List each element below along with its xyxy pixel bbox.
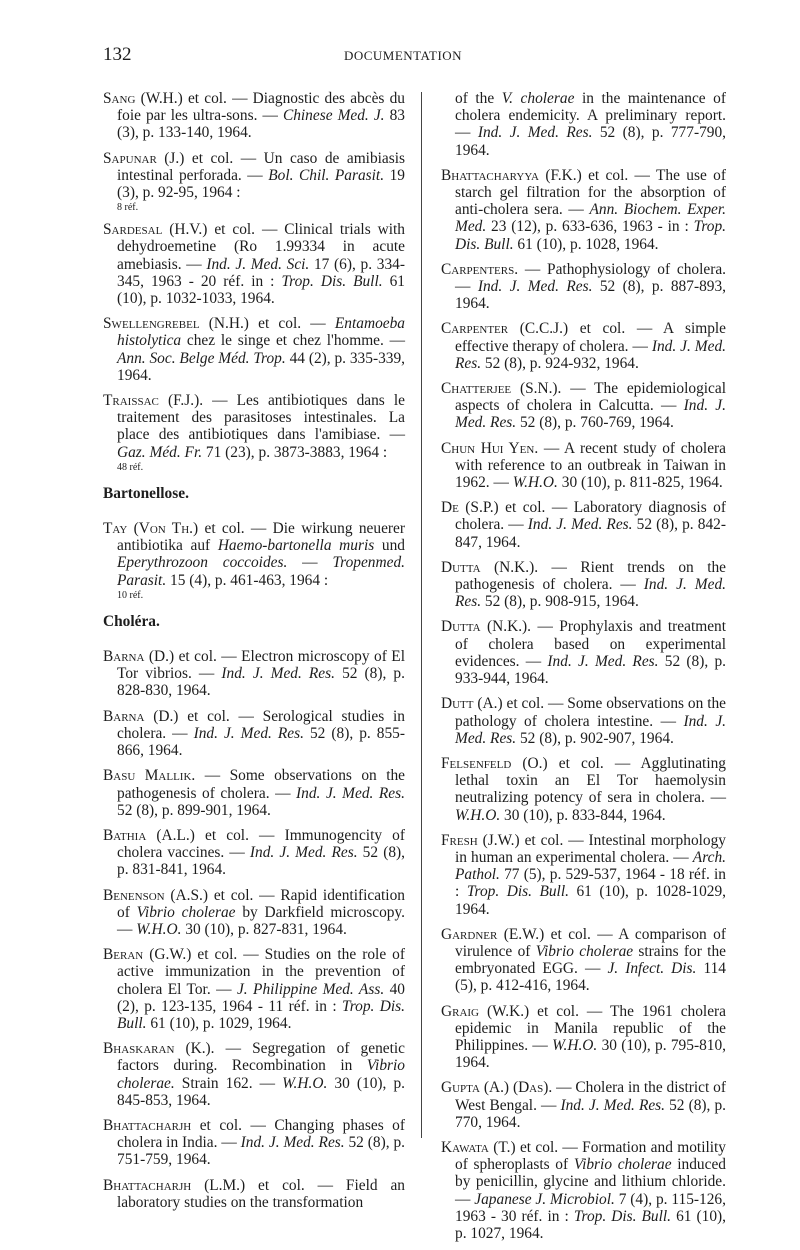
bibliography-entry: Felsenfeld (O.) et col. — Agglutinating lethal toxin an El Tor haemolysin neutralizing potency of sera in cholera. — W.H.O. 30 (10), p. 833-844, 1964. — [441, 754, 727, 824]
bibliography-entry: Sapunar (J.) et col. — Un caso de amibiasis intestinal perforada. — Bol. Chil. Parasit. 19 (3), p. 92-95, 1964 : 8 réf. — [103, 149, 405, 214]
bibliography-entry: Gupta (A.) (Das). — Cholera in the district of West Bengal. — Ind. J. Med. Res. 52 (8), p. 770, 1964. — [441, 1079, 726, 1131]
reference-count: 48 réf. — [117, 461, 144, 473]
bibliography-entry: Dutta (N.K.). — Prophylaxis and treatment of cholera based on experimental evidences. — Ind. J. Med. Res. 52 (8), p. 933-944, 1964. — [441, 618, 726, 688]
bibliography-entry: Kawata (T.) et col. — Formation and motility of spheroplasts of Vibrio cholerae induced by penicillin, glycine and lithium chloride. — Japanese J. Microbiol. 7 (4), p. 115-126, 1963 - 30 réf. in : Trop. Dis. Bull. 61 (10), p. 1027, 1964. — [441, 1138, 727, 1242]
bibliography-entry: Bathia (A.L.) et col. — Immunogencity of cholera vaccines. — Ind. J. Med. Res. 52 (8), p. 831-841, 1964. — [103, 826, 405, 879]
page-number: 132 — [103, 44, 132, 65]
bibliography-entry: Carpenter (C.C.J.) et col. — A simple effective therapy of cholera. — Ind. J. Med. Res. 52 (8), p. 924-932, 1964. — [441, 320, 727, 372]
bibliography-entry: Swellengrebel (N.H.) et col. — Entamoeba histolytica chez le singe et chez l'homme. — Ann. Soc. Belge Méd. Trop. 44 (2), p. 335-339, 1964. — [103, 315, 405, 384]
bibliography-entry: Carpenters. — Pathophysiology of cholera. — Ind. J. Med. Res. 52 (8), p. 887-893, 1964. — [441, 260, 726, 313]
running-head: DOCUMENTATION — [343, 48, 463, 63]
bibliography-entry: Barna (D.) et col. — Serological studies in cholera. — Ind. J. Med. Res. 52 (8), p. 855-866, 1964. — [103, 707, 405, 760]
bibliography-entry: Chatterjee (S.N.). — The epidemiological aspects of cholera in Calcutta. — Ind. J. Med. Res. 52 (8), p. 760-769, 1964. — [441, 380, 726, 432]
section-heading: Choléra. — [103, 612, 160, 630]
bibliography-entry: Tay (Von Th.) et col. — Die wirkung neuerer antibiotika auf Haemo-bartonella muris und Eperythrozoon coccoides. — Tropenmed. Parasit. 15 (4), p. 461-463, 1964 : 10 réf. — [103, 520, 405, 601]
bibliography-entry: Dutta (N.K.). — Rient trends on the pathogenesis of cholera. — Ind. J. Med. Res. 52 (8), p. 908-915, 1964. — [441, 558, 726, 611]
page-header — [103, 44, 703, 74]
bibliography-entry: Bhattacharyya (F.K.) et col. — The use of starch gel filtration for the absorption of anti-cholera sera. — Ann. Biochem. Exper. Med. 23 (12), p. 633-636, 1963 - in : Trop. Dis. Bull. 61 (10), p. 1028, 1964. — [441, 166, 726, 253]
bibliography-entry: Beran (G.W.) et col. — Studies on the role of active immunization in the prevention of cholera El Tor. — J. Philippine Med. Ass. 40 (2), p. 123-135, 1964 - 11 réf. in : Trop. Dis. Bull. 61 (10), p. 1029, 1964. — [103, 946, 405, 1032]
left-column — [103, 90, 405, 1219]
bibliography-entry: Basu Mallik. — Some observations on the pathogenesis of cholera. — Ind. J. Med. Res. 52 (8), p. 899-901, 1964. — [103, 767, 405, 819]
bibliography-entry: Bhaskaran (K.). — Segregation of genetic factors during. Recombination in Vibrio cholerae. Strain 162. — W.H.O. 30 (10), p. 845-853, 1964. — [103, 1040, 406, 1109]
bibliography-entry: Gardner (E.W.) et col. — A comparison of virulence of Vibrio cholerae strains for the embryonated EGG. — J. Infect. Dis. 114 (5), p. 412-416, 1964. — [441, 925, 726, 995]
bibliography-entry: Sardesal (H.V.) et col. — Clinical trials with dehydroemetine (Ro 1.99334 in acute amebiasis. — Ind. J. Med. Sci. 17 (6), p. 334-345, 1963 - 20 réf. in : Trop. Dis. Bull. 61 (10), p. 1032-1033, 1964. — [103, 221, 405, 308]
bibliography-entry: Chun Hui Yen. — A recent study of cholera with reference to an outbreak in Taiwan in 1962. — W.H.O. 30 (10), p. 811-825, 1964. — [441, 439, 726, 492]
bibliography-entry-continued: of the V. cholerae in the maintenance of cholera endemicity. A preliminary report. — Ind. J. Med. Res. 52 (8), p. 777-790, 1964. — [455, 90, 726, 159]
bibliography-entry: Fresh (J.W.) et col. — Intestinal morphology in human an experimental cholera. — Arch. Pathol. 77 (5), p. 529-537, 1964 - 18 réf. in : Trop. Dis. Bull. 61 (10), p. 1028-1029, 1964. — [441, 831, 726, 918]
bibliography-entry: Traissac (F.J.). — Les antibiotiques dans le traitement des parasitoses intestinales. La place des antibiotiques dans l'amibiase. — Gaz. Méd. Fr. 71 (23), p. 3873-3883, 1964 : 48 réf. — [103, 392, 405, 473]
reference-count: 8 réf. — [117, 202, 139, 214]
bibliography-entry: Graig (W.K.) et col. — The 1961 cholera epidemic in Manila republic of the Philippines. — W.H.O. 30 (10), p. 795-810, 1964. — [441, 1002, 726, 1072]
bibliography-entry: Bhattacharjh et col. — Changing phases of cholera in India. — Ind. J. Med. Res. 52 (8), p. 751-759, 1964. — [103, 1116, 405, 1169]
column-divider — [421, 92, 422, 1138]
bibliography-entry: Dutt (A.) et col. — Some observations on the pathology of cholera intestine. — Ind. J. Med. Res. 52 (8), p. 902-907, 1964. — [441, 695, 726, 747]
reference-count: 10 réf. — [117, 589, 144, 601]
bibliography-entry: Sang (W.H.) et col. — Diagnostic des abcès du foie par les ultra-sons. — Chinese Med. J. 83 (3), p. 133-140, 1964. — [103, 90, 405, 142]
right-column — [441, 90, 726, 1250]
bibliography-entry: Benenson (A.S.) et col. — Rapid identification of Vibrio cholerae by Darkfield microscopy. — W.H.O. 30 (10), p. 827-831, 1964. — [103, 886, 405, 938]
bibliography-entry: Barna (D.) et col. — Electron microscopy of El Tor vibrios. — Ind. J. Med. Res. 52 (8), p. 828-830, 1964. — [103, 648, 405, 700]
section-heading: Bartonellose. — [103, 484, 189, 502]
bibliography-entry: De (S.P.) et col. — Laboratory diagnosis of cholera. — Ind. J. Med. Res. 52 (8), p. 842-847, 1964. — [441, 499, 726, 551]
bibliography-entry: Bhattacharjh (L.M.) et col. — Field an laboratory studies on the transformation — [103, 1176, 405, 1211]
